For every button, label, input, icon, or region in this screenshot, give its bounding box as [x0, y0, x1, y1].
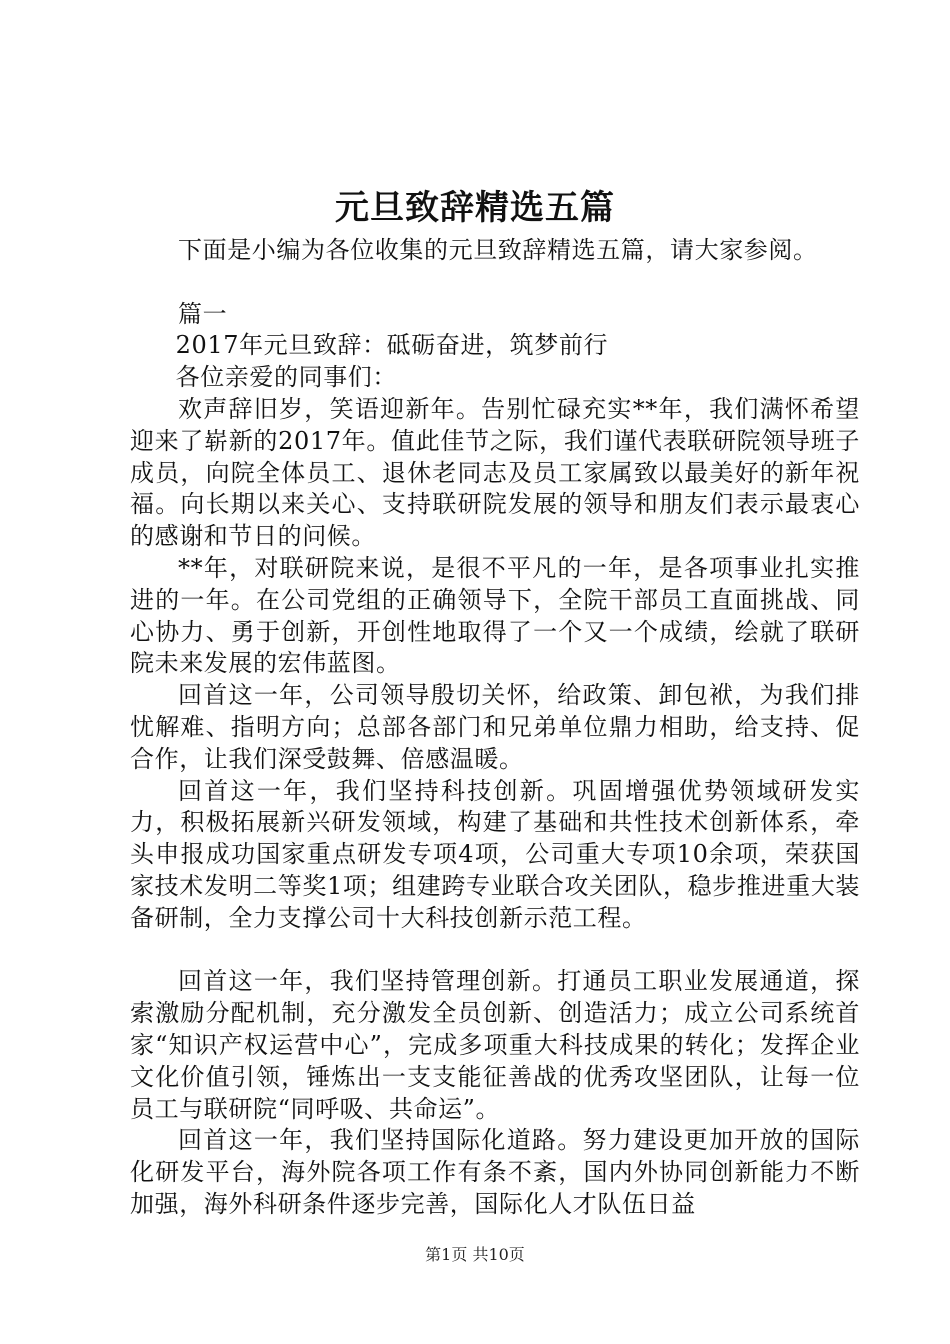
salutation: 各位亲爱的同事们：	[175, 363, 397, 392]
body-paragraph: 欢声辞旧岁，笑语迎新年。告别忙碌充实**年，我们满怀希望迎来了崭新的2017年。值此佳节之际，我们谨代表联研院领导班子成员，向院全体员工、退休老同志及员工家属致以最美好的新年祝福。向长期以来关心、支持联研院发展的领导和朋友们表示最衷心的感谢和节日的问候。	[130, 394, 860, 551]
body-paragraph: 回首这一年，公司领导殷切关怀，给政策、卸包袱，为我们排忧解难、指明方向；总部各部门和兄弟单位鼎力相助，给支持、促合作，让我们深受鼓舞、倍感温暖。	[130, 681, 860, 773]
intro-paragraph: 下面是小编为各位收集的元旦致辞精选五篇，请大家参阅。	[178, 236, 818, 264]
document-body	[130, 235, 860, 1221]
section-heading: 篇一	[178, 299, 228, 328]
document-title: 元旦致辞精选五篇	[335, 188, 615, 228]
speech-title: 2017年元旦致辞：砥砺奋进，筑梦前行	[175, 331, 609, 360]
body-paragraph: 回首这一年，我们坚持国际化道路。努力建设更加开放的国际化研发平台，海外院各项工作有条不紊，国内外协同创新能力不断加强，海外科研条件逐步完善，国际化人才队伍日益	[130, 1126, 860, 1218]
body-paragraph: 回首这一年，我们坚持管理创新。打通员工职业发展通道，探索激励分配机制，充分激发全员创新、创造活力；成立公司系统首家“知识产权运营中心”，完成多项重大科技成果的转化；发挥企业文化价值引领，锤炼出一支支能征善战的优秀攻坚团队，让每一位员工与联研院“同呼吸、共命运”。	[130, 967, 860, 1123]
body-paragraph: **年，对联研院来说，是很不平凡的一年，是各项事业扎实推进的一年。在公司党组的正确领导下，全院干部员工直面挑战、同心协力、勇于创新，开创性地取得了一个又一个成绩，绘就了联研院未来发展的宏伟蓝图。	[130, 553, 860, 678]
body-paragraph: 回首这一年，我们坚持科技创新。巩固增强优势领域研发实力，积极拓展新兴研发领域，构建了基础和共性技术创新体系，牵头申报成功国家重点研发专项4项，公司重大专项10余项，荣获国家技术发明二等奖1项；组建跨专业联合攻关团队，稳步推进重大装备研制，全力支撑公司十大科技创新示范工程。	[130, 776, 860, 932]
page-footer: 第1页 共10页	[425, 1245, 525, 1264]
